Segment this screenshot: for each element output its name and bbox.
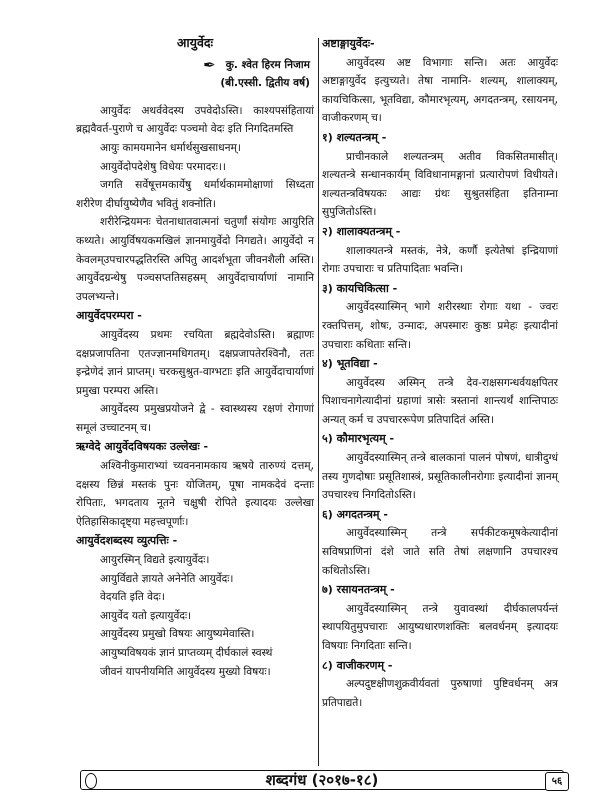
- section-heading: ६) अगदतन्त्रम् -: [322, 507, 388, 521]
- section-paragraph: आयुर्वेदस्यास्मिन् तन्त्रे सर्पकीटकमूषकेत्यादीनां सविषप्राणिनां दंशे जाते सति तेषां लक्षणानि उपचारश्च कथितोऽस्ति।: [322, 527, 558, 577]
- section-heading: ५) कौमारभृत्यम् -: [322, 432, 395, 446]
- section-paragraph: आयुर्वेदस्य अस्मिन् तन्त्रे देव-राक्षसगन्धर्वयक्षपितर पिशाचनागेत्यादीनां ग्रहाणां त्रासेः त्रस्तानां शान्त्यर्थं शान्तिपाठः अन्यत् कर्म च उपचाररूपेण प्रतिपादितं अस्ति।: [322, 376, 558, 426]
- page-number: ५६: [545, 772, 569, 791]
- section-paragraph: आयुर्वेदस्यास्मिन् तन्त्रे बालकानां पालनं पोषणं, धात्रीदुग्धं तस्य गुणदोषाः प्रसूतिशास्त्रं, प्रसूतिकालीनरोगाः इत्यादीनां ज्ञानम् उपचारश्च निगदितोऽस्ति।: [322, 452, 558, 502]
- section-heading: ८) वाजीकरणम् -: [322, 658, 393, 672]
- section-heading: अष्टाङ्गायुर्वेदः-: [322, 37, 375, 50]
- author-name: कु. श्वेत हिरम निजाम: [225, 58, 310, 71]
- column-divider: [318, 38, 319, 766]
- footer-banner: [80, 770, 564, 790]
- left-column: [76, 34, 314, 681]
- derivation-line: वेदयति इति वेदः।: [100, 591, 165, 604]
- section-heading: आयुर्वेदपरम्परा -: [76, 309, 142, 323]
- section-paragraph: आयुर्वेदस्य प्रथमः रचयिता ब्रह्मदेवोऽस्ति। ब्रह्माणः दक्षप्रजापतिना एतज्ज्ञानमधिगतम्। दक्षप्रजापतेरश्विनौ, ततः इन्द्रेणेदं ज्ञानं प्राप्तम्। चरकसुश्रुत-वाग्भटाः इति आयुर्वेदाचार्याणां प्रमुखा परम्परा अस्ति।: [76, 328, 314, 397]
- derivation-line: आयुरस्मिन् विद्यते इत्यायुर्वेदः।: [100, 554, 210, 567]
- section-paragraph: अल्पदुष्टक्षीणशुक्रवीर्यवतां पुरुषाणां पुष्टिवर्धनम् अत्र प्रतिपाद्यते।: [322, 678, 558, 709]
- intro-paragraph: जगति सर्वेषूत्तमकार्येषु धर्मार्थकाममोक्षाणां सिध्दता शरीरेण दीर्घायुष्येणैव भवितुं शक्नोति।: [76, 179, 314, 210]
- section-paragraph: शालाक्यतन्त्रे मस्तकं, नेत्रे, कर्णौ इत्येतेषां इन्द्रियाणां रोगाः उपचाराः च प्रतिपादिताः भवन्ति।: [322, 244, 558, 276]
- derivation-line: आयुर्विद्यते ज्ञायते अनेनेति आयुर्वेदः।: [100, 572, 234, 585]
- verse-line: आयुर्वेदोपदेशेषु विधेयः परमादरः।।: [100, 160, 226, 173]
- section-heading: १) शल्यतन्त्रम् -: [322, 130, 387, 144]
- derivation-line: आयुर्वेद यतो इत्यायुर्वेदः।: [100, 609, 192, 622]
- section-heading: ३) कायचिकित्सा -: [322, 281, 398, 295]
- section-heading: ७) रसायनतन्त्रम् -: [322, 583, 395, 597]
- quill-pen-icon: ✒: [203, 55, 216, 74]
- magazine-title: शब्दगंध (२०१७-१८): [265, 771, 379, 789]
- section-paragraph: आयुर्वेदस्यास्मिन् तन्त्रे युवावस्थां दीर्घकालपर्यन्तं स्थापयितुमुपचाराः आयुष्यधारणशक्तिः बलवर्धनम् इत्यादयः विषयाः निगदिताः सन्ति।: [322, 602, 558, 652]
- author-line: [76, 56, 310, 75]
- intro-paragraph: आयुर्वेदः अथर्ववेदस्य उपवेदोऽस्ति। काश्यपसंहितायां ब्रह्मवैवर्त-पुराणे च आयुर्वेदः पञ्चमो वेदः इति निगदितमस्ति: [76, 104, 314, 136]
- section-paragraph: प्राचीनकाले शल्यतन्त्रम् अतीव विकसितमासीत्। शल्यतन्त्रे सन्धानकार्यम् विविधानामङ्गानां प्रत्यारोपणं विधीयते। शल्यतन्त्रविषयकः आद्यः ग्रंथः सुश्रुतसंहिता इतिनाम्ना सुपुजितोऽस्ति।: [322, 150, 558, 219]
- derivation-line: जीवनं यापनीयमिति आयुर्वेदस्य मुख्यो विषयः।: [100, 665, 271, 678]
- author-class: (बी.एस्सी. द्वितीय वर्ष): [220, 77, 310, 90]
- intro-paragraph: शरीरेन्द्रियमनः चेतनाधातवात्मनां चतुर्णां संयोगः आयुरिति कथ्यते। आयुर्विषयकमखिलं ज्ञानमायुर्वेदो निगद्यते। आयुर्वेदो न केवलम्उपचारपद्धतिरस्ति अपितु आदर्शभूता जीवनशैली अस्ति। आयुर्वेदग्रन्थेषु पञ्चसप्ततिसहस्रम् आयुर्वेदाचार्याणां नामानि उपलभ्यन्ते।: [76, 216, 314, 303]
- section-paragraph: आयुर्वेदस्य प्रमुखप्रयोजने द्वे - स्वास्थ्यस्य रक्षणं रोगाणां समूलं उच्चाटनम् च।: [76, 403, 314, 434]
- section-heading: ऋग्वेदे आयुर्वेदविषयकः उल्लेखः -: [76, 440, 209, 454]
- section-heading: आयुर्वेदशब्दस्य व्युत्पत्तिः -: [76, 534, 178, 548]
- derivation-line: आयुर्वेदस्य प्रमुखो विषयः आयुष्यमेवास्ति।: [100, 628, 255, 641]
- section-paragraph: आयुर्वेदस्यास्मिन् भागे शरीरस्थाः रोगाः यथा - ज्वरः रक्तपित्तम्, शोषः, उन्मादः, अपस्मारः कुष्ठः प्रमेहः इत्यादीनां उपचाराः कथिताः सन्ति।: [322, 301, 558, 351]
- section-paragraph: अश्विनीकुमाराभ्यां च्यवननामकाय ऋषये तारुण्यं दत्तम्, दक्षस्य छिन्नं मस्तकं पुनः योजितम्, पूषा नामकदेवं दन्ताः रोपिताः, भगदताय नूतने चक्षुषी रोपिते इत्यादयः उल्लेखा ऐतिहासिकादृष्ट्या महत्त्वपूर्णाः।: [76, 460, 314, 528]
- right-column: [322, 34, 558, 712]
- section-heading: २) शालाक्यतन्त्रम् -: [322, 224, 401, 238]
- article-title: आयुर्वेदः: [176, 35, 214, 50]
- section-heading: ४) भूतविद्या -: [322, 357, 378, 371]
- section-paragraph: आयुर्वेदस्य अष्ट विभागाः सन्ति। अतः आयुर्वेदः अष्टाङ्गायुर्वेद इत्युच्यते। तेषा नामानि- शल्यम्, शालाक्यम्, कायचिकित्सा, भूतविद्या, कौमारभृत्यम्, अगदतन्त्रम्, रसायनम्, वाजीकरणम् च।: [322, 56, 558, 125]
- verse-line: आयुः कामयमानेन धर्मार्थसुखसाधनम्।: [100, 141, 241, 154]
- derivation-line: आयुष्यविषयकं ज्ञानं प्राप्तव्यम् दीर्घकालं स्वस्थं: [100, 647, 273, 659]
